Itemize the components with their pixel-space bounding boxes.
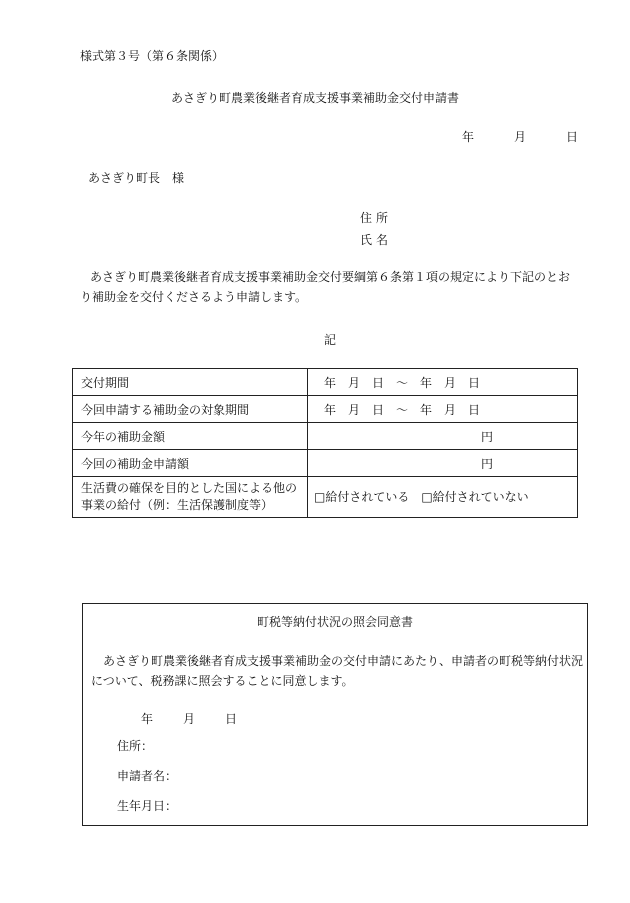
requested-amount-field[interactable]: 円: [308, 450, 578, 477]
grant-period-field[interactable]: 年 月 日 ～ 年 月 日: [308, 369, 578, 396]
target-period-field[interactable]: 年 月 日 ～ 年 月 日: [308, 396, 578, 423]
name-label: 氏名: [360, 233, 393, 247]
ki-heading: 記: [323, 333, 336, 347]
annual-amount-field[interactable]: 円: [308, 423, 578, 450]
consent-address-label: 住所：: [117, 739, 154, 753]
address-label: 住所: [360, 211, 393, 225]
application-date: [462, 128, 578, 145]
application-table: [72, 368, 578, 518]
consent-applicant-label: 申請者名：: [117, 769, 178, 783]
consent-title: 町税等納付状況の照会同意書: [256, 615, 413, 629]
other-benefits-checkboxes[interactable]: □給付されている □給付されていない: [308, 477, 578, 518]
table-row: [73, 396, 578, 423]
row-label-grant-period: 交付期間: [73, 369, 308, 396]
table-row: [73, 369, 578, 396]
consent-date-month: 月: [183, 712, 196, 726]
table-row: [73, 450, 578, 477]
consent-text: あさぎり町農業後継者育成支援事業補助金の交付申請にあたり、申請者の町税等納付状況について、税務課に照会することに同意します。: [91, 654, 584, 688]
consent-birthdate-label: 生年月日：: [117, 799, 178, 813]
consent-date-day: 日: [225, 712, 238, 726]
form-number: 様式第３号（第６条関係）: [80, 49, 225, 63]
row-label-annual-amount: 今年の補助金額: [73, 423, 308, 450]
row-label-target-period: 今回申請する補助金の対象期間: [73, 396, 308, 423]
document-title: あさぎり町農業後継者育成支援事業補助金交付申請書: [170, 91, 459, 105]
application-text: あさぎり町農業後継者育成支援事業補助金交付要綱第６条第１項の規定により下記のとおり補助金を交付くださるよう申請します。: [80, 270, 571, 304]
consent-date-year: 年: [141, 712, 154, 726]
recipient: あさぎり町長 様: [88, 171, 185, 185]
consent-date: [141, 710, 237, 727]
tax-consent-box: [82, 603, 588, 826]
row-label-requested-amount: 今回の補助金申請額: [73, 450, 308, 477]
table-row: [73, 423, 578, 450]
table-row: [73, 477, 578, 518]
date-day: 日: [565, 130, 578, 144]
date-month: 月: [513, 130, 526, 144]
row-label-other-benefits: 生活費の確保を目的とした国による他の事業の給付（例：生活保護制度等）: [73, 477, 308, 518]
date-year: 年: [461, 130, 474, 144]
